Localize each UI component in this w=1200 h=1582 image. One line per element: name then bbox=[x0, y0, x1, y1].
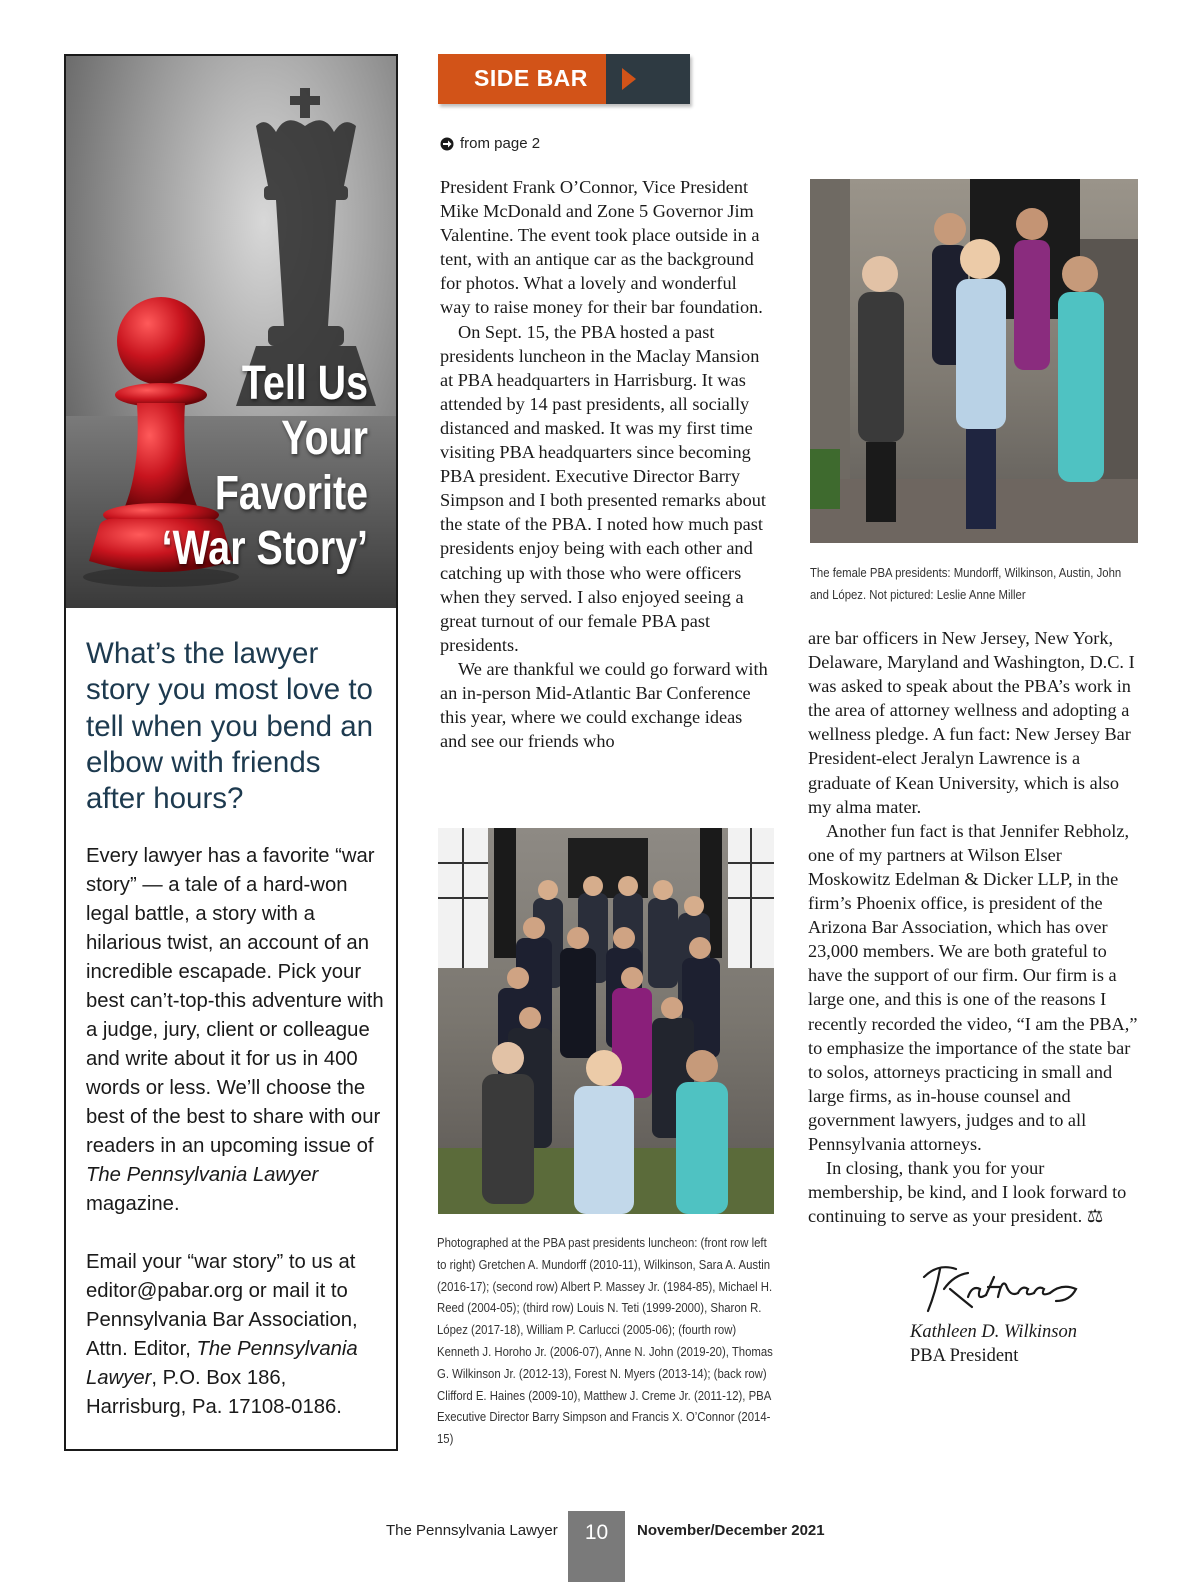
ad-headline-line: Tell Us bbox=[241, 357, 368, 410]
signature-title: PBA President bbox=[910, 1346, 1019, 1366]
chess-illustration bbox=[66, 56, 396, 608]
article-column-right bbox=[808, 626, 1140, 1228]
continued-text: from page 2 bbox=[460, 135, 541, 152]
ad-body-text: Every lawyer has a favorite “war story” — a tale of a hard-won legal battle, a story with a hilarious twist, an account of an incredible escapade. Pick your best can’t-top-this adventure with a judge, jury, client or colleague and write about it for us in 400 words or less. We’ll choose the best of the best to share with our readers in an upcoming issue of bbox=[86, 845, 384, 1157]
ad-contact-paragraph bbox=[86, 1248, 386, 1422]
ad-headline-line: ‘War Story’ bbox=[161, 522, 368, 575]
ad-contact-text: Email your “war story” to us at editor@pabar.org or mail it to Pennsylvania Bar Association, Attn. Editor, bbox=[86, 1251, 358, 1360]
section-tab bbox=[438, 54, 690, 104]
ad-headline bbox=[155, 356, 368, 576]
photo-caption-top: The female PBA presidents: Mundorff, Wilkinson, Austin, John and López. Not pictured: Leslie Anne Miller bbox=[810, 565, 1122, 602]
war-story-ad bbox=[64, 54, 398, 1451]
ad-contact-text: , P.O. Box 186, Harrisburg, Pa. 17108-0186. bbox=[86, 1367, 342, 1418]
footer-date: November/December 2021 bbox=[637, 1522, 825, 1539]
article-column-middle bbox=[440, 175, 770, 753]
female-presidents-illustration bbox=[810, 179, 1138, 543]
ad-body-text: magazine. bbox=[86, 1193, 180, 1215]
signature-name: Kathleen D. Wilkinson bbox=[910, 1322, 1077, 1342]
continued-from bbox=[440, 135, 540, 152]
footer-page-box bbox=[568, 1511, 625, 1582]
article-paragraph: We are thankful we could go forward with an in-person Mid-Atlantic Bar Conference this year, where we could exchange ideas and see our friends who bbox=[440, 658, 768, 752]
ad-body-paragraph bbox=[86, 842, 386, 1219]
article-paragraph: President Frank O’Connor, Vice President Mike McDonald and Zone 5 Governor Jim Valentine. The event took place outside in a tent, with an antique car as the background for photos. What a lovely and wonderful way to raise money for their bar foundation. bbox=[440, 177, 763, 318]
section-tab-dark bbox=[606, 54, 690, 104]
female-presidents-photo bbox=[810, 179, 1138, 543]
ad-question: What’s the lawyer story you most love to tell when you bend an elbow with friends after hours? bbox=[86, 637, 374, 816]
ad-headline-line: Favorite bbox=[214, 467, 368, 520]
past-presidents-photo bbox=[438, 828, 774, 1214]
ad-body bbox=[86, 842, 386, 1422]
triangle-right-icon bbox=[622, 68, 636, 90]
article-paragraph: On Sept. 15, the PBA hosted a past presidents luncheon in the Maclay Mansion at PBA headquarters in Harrisburg. It was attended by 14 past presidents, all socially distanced and masked. It was my first time visiting PBA headquarters since becoming PBA president. Executive Director Barry Simpson and I both presented remarks about the state of the PBA. I noted how much past presidents enjoy being with each other and catching up with those who were officers when they served. I also enjoyed seeing a great turnout of our female PBA past presidents. bbox=[440, 321, 766, 655]
section-tab-label: SIDE BAR bbox=[474, 65, 588, 91]
article-paragraph: are bar officers in New Jersey, New York, Delaware, Maryland and Washington, D.C. I was asked to speak about the PBA’s work in the area of attorney wellness and adopting a wellness pledge. A fun fact: New Jersey Bar President-elect Jeralyn Lawrence is a graduate of Kean University, which is also my alma mater. bbox=[808, 628, 1135, 817]
handwritten-signature bbox=[910, 1255, 1090, 1319]
magazine-title: The Pennsylvania Lawyer bbox=[86, 1164, 319, 1186]
continued-arrow-icon bbox=[440, 137, 454, 151]
article-paragraph: Another fun fact is that Jennifer Rebholz, one of my partners at Wilson Elser Moskowitz Edelman & Dicker LLP, in the firm’s Phoenix office, is president of the Arizona Bar Association, which has over 23,000 members. We are both grateful to have the support of our firm. Our firm is a large one, and this is one of the reasons I recently recorded the video, “I am the PBA,” to emphasize the importance of the state bar to solos, attorneys practicing in small and large firms, as in-house counsel and government lawyers, judges and to all Pennsylvania attorneys. bbox=[808, 820, 1138, 1154]
magazine-title: The Pennsylvania Lawyer bbox=[86, 1338, 358, 1389]
footer-publication: The Pennsylvania Lawyer bbox=[386, 1522, 558, 1539]
page-number: 10 bbox=[584, 1521, 609, 1544]
past-presidents-illustration bbox=[438, 828, 774, 1214]
photo-caption-bottom: Photographed at the PBA past presidents luncheon: (front row left to right) Gretchen A. Mundorff (2010-11), Wilkinson, Sara A. Austin (2016-17); (second row) Albert P. Massey Jr. (1984-85), Michael H. Reed (2004-05); (third row) Louis N. Teti (1999-2000), Sharon R. López (2017-18), William P. Carlucci (2005-06); (fourth row) Kenneth J. Horoho Jr. (2006-07), Anne N. John (2019-20), Thomas G. Wilkinson Jr. (2012-13), Forest N. Myers (2013-14); (back row) Clifford E. Haines (2009-10), Matthew J. Creme Jr. (2011-12), PBA Executive Director Barry Simpson and Francis X. O’Connor (2014-15) bbox=[437, 1235, 773, 1447]
article-paragraph: In closing, thank you for your membership, be kind, and I look forward to continuing to serve as your president. ⚖ bbox=[808, 1158, 1127, 1227]
ad-headline-line: Your bbox=[281, 412, 368, 465]
